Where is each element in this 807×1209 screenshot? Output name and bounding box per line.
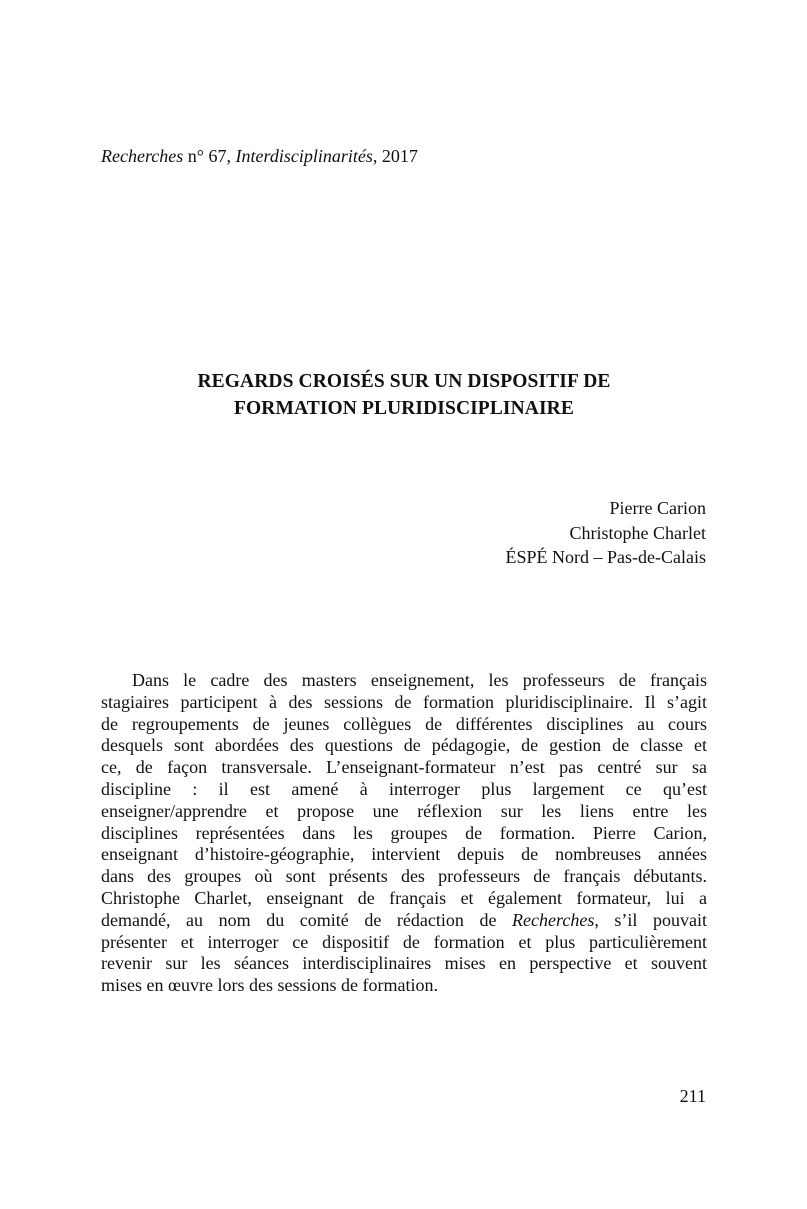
abstract-paragraph xyxy=(101,670,707,997)
article-title xyxy=(101,368,707,422)
page-number: 211 xyxy=(679,1086,706,1106)
abstract-line: ce, de façon transversale. L’enseignant-formateur n’est pas centré sur sa xyxy=(101,757,707,778)
author-affiliation: ÉSPÉ Nord – Pas-de-Calais xyxy=(505,547,706,568)
issue-year: , 2017 xyxy=(372,146,418,166)
abstract-line: stagiaires participent à des sessions de formation pluridisciplinaire. Il s’agit xyxy=(101,691,707,712)
abstract-line: enseigner/apprendre et propose une réflexion sur les liens entre les xyxy=(101,800,707,821)
abstract-line: disciplines représentées dans les groupes de formation. Pierre Carion, xyxy=(101,822,707,843)
abstract-line: dans des groupes où sont présents des professeurs de français débutants. xyxy=(101,866,707,887)
author-name: Christophe Charlet xyxy=(569,522,706,543)
journal-name: Recherches xyxy=(101,146,184,166)
abstract-text: demandé, au nom du comité de rédaction de xyxy=(101,909,513,930)
abstract-line xyxy=(101,910,707,932)
abstract-line: présenter et interroger ce dispositif de formation et plus particulièrement xyxy=(101,931,707,952)
abstract-line: revenir sur les séances interdisciplinaires mises en perspective et souvent xyxy=(101,953,707,974)
article-title-line-2: FORMATION PLURIDISCIPLINAIRE xyxy=(234,398,574,419)
issue-theme: Interdisciplinarités xyxy=(235,146,373,166)
author-name: Pierre Carion xyxy=(609,498,706,518)
running-head xyxy=(101,144,418,168)
article-title-line-1: REGARDS CROISÉS SUR UN DISPOSITIF DE xyxy=(197,371,611,392)
abstract-line: desquels sont abordées des questions de pédagogie, de gestion de classe et xyxy=(101,735,707,756)
abstract-line: mises en œuvre lors des sessions de formation. xyxy=(101,975,438,996)
issue-number: n° 67, xyxy=(183,146,236,166)
abstract-line: discipline : il est amené à interroger plus largement ce qu’est xyxy=(101,778,707,799)
abstract-line: de regroupements de jeunes collègues de différentes disciplines au cours xyxy=(101,713,707,734)
abstract-line: Dans le cadre des masters enseignement, les professeurs de français xyxy=(132,670,707,690)
journal-name-inline: Recherches xyxy=(512,909,595,930)
abstract-line: enseignant d’histoire-géographie, intervient depuis de nombreuses années xyxy=(101,844,707,865)
abstract-line: Christophe Charlet, enseignant de français et également formateur, lui a xyxy=(101,887,707,908)
abstract-text: , s’il pouvait xyxy=(594,909,707,930)
author-block xyxy=(506,496,706,570)
